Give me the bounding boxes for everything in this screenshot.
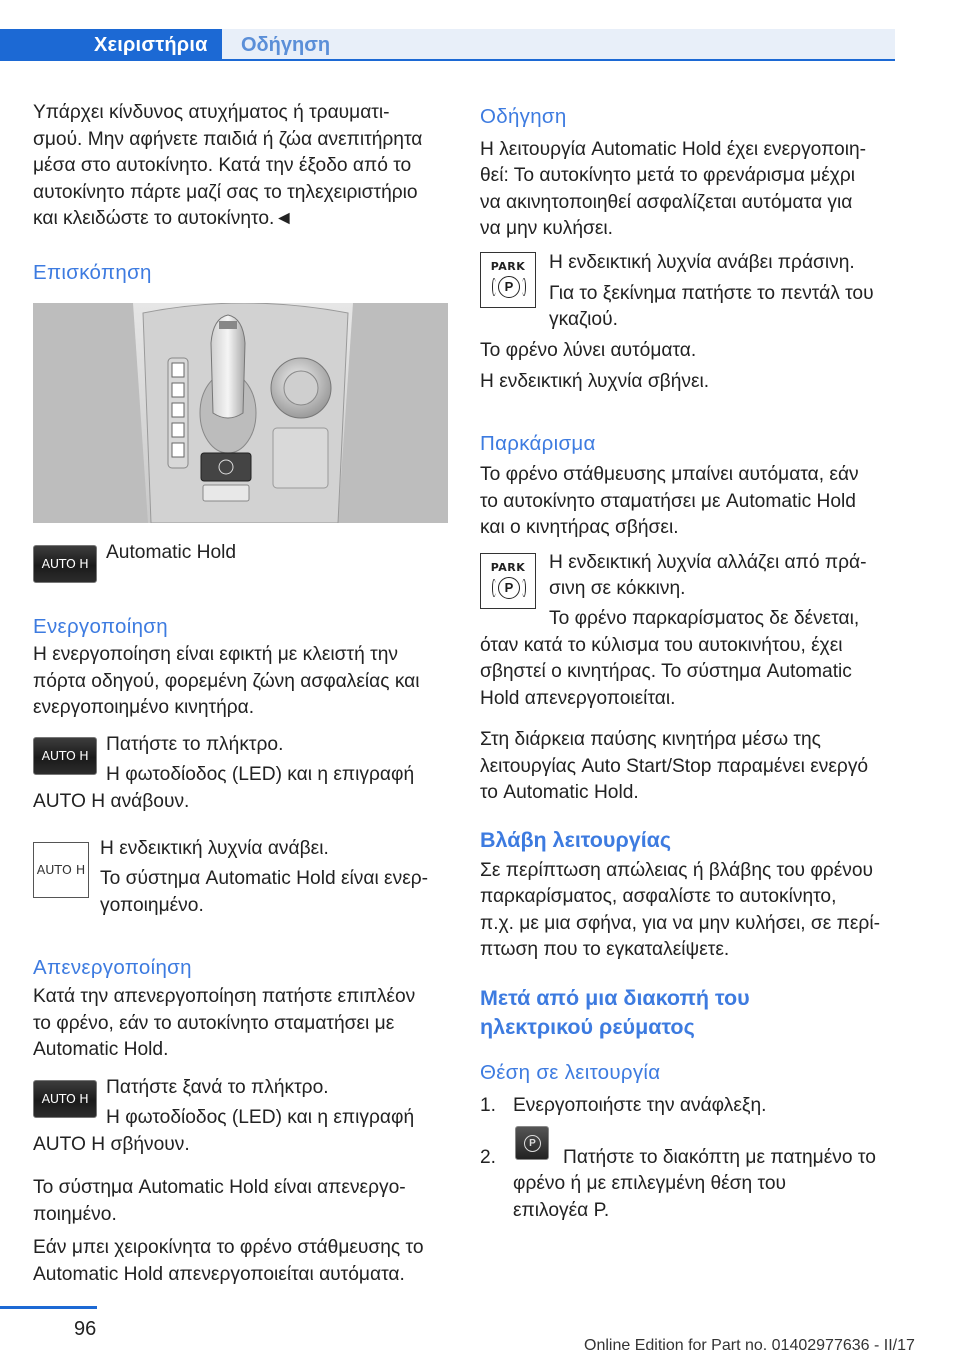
driving-line: να ακινητοποιηθεί ασφαλίζεται αυτόματα για: [480, 192, 853, 213]
activation-line: ενεργοποιημένο κινητήρα.: [33, 697, 255, 718]
malfunction-line: παρκαρίσματος, ασφαλίστε το αυτοκίνητο,: [480, 886, 837, 907]
warning-line: σμού. Μην αφήνετε παιδιά ή ζώα ανεπιτήρητα: [33, 129, 423, 150]
tab-controls[interactable]: Χειριστήρια: [0, 29, 222, 61]
activation-line: πόρτα οδηγού, φορεμένη ζώνη ασφαλείας και: [33, 671, 420, 692]
reverse-line: Εάν μπει χειροκίνητα το φρένο στάθμευσης το: [33, 1237, 424, 1258]
lamp-off-text: Η ενδεικτική λυχνία σβήνει.: [480, 371, 710, 392]
step-text: επιλογέα P.: [513, 1200, 610, 1221]
step-text: Ενεργοποιήστε την ανάφλεξη.: [513, 1095, 767, 1116]
reverse-line: Automatic Hold απενεργοποιείται αυτόματα.: [33, 1264, 405, 1285]
step-number: 2.: [480, 1147, 497, 1168]
parking-line: Το φρένο στάθμευσης μπαίνει αυτόματα, εάν: [480, 464, 859, 485]
power-interruption-heading: ηλεκτρικού ρεύματος: [480, 1015, 695, 1039]
system-active-text: γοποιημένο.: [100, 895, 204, 916]
driving-line: να μην κυλήσει.: [480, 218, 614, 239]
auto-hold-indicator-icon: AUTO H: [33, 842, 89, 898]
press-button-text: Πατήστε το πλήκτρο.: [106, 734, 284, 755]
parking-brake-switch-icon: P: [515, 1126, 549, 1160]
park-indicator-icon: PARK P: [480, 553, 536, 609]
autostop-line: Στη διάρκεια παύσης κινητήρα μέσω της: [480, 729, 821, 750]
system-active-text: Το σύστημα Automatic Hold είναι ενερ‐: [100, 868, 429, 889]
activation-line: Η ενεργοποίηση είναι εφικτή με κλειστή την: [33, 644, 398, 665]
overview-heading: Επισκόπηση: [33, 261, 152, 284]
drive-off-text: γκαζιού.: [549, 309, 618, 330]
tab-underline: [0, 59, 895, 61]
driving-heading: Οδήγηση: [480, 105, 567, 128]
warning-line: και κλειδώστε το αυτοκίνητο.◄: [33, 208, 294, 229]
autostop-line: το Automatic Hold.: [480, 782, 639, 803]
deactivation-line: Κατά την απενεργοποίηση πατήστε επιπλέον: [33, 986, 416, 1007]
parking-brake-line: Hold απενεργοποιείται.: [480, 688, 676, 709]
auto-hold-button-icon: AUTO H: [33, 1080, 97, 1118]
parking-line: το αυτοκίνητο σταματήσει με Automatic Hold: [480, 491, 856, 512]
brake-releases-text: Το φρένο λύνει αυτόματα.: [480, 340, 697, 361]
auto-hold-button-icon: AUTO H: [33, 545, 97, 583]
led-off-text: Η φωτοδίοδος (LED) και η επιγραφή: [106, 1107, 415, 1128]
page-number: 96: [74, 1318, 97, 1340]
drive-off-text: Για το ξεκίνημα πατήστε το πεντάλ του: [549, 283, 874, 304]
warning-line: αυτοκίνητο πάρτε μαζί σας το τηλεχειριστήριο: [33, 182, 418, 203]
step-number: 1.: [480, 1095, 497, 1116]
system-inactive-line: Το σύστημα Automatic Hold είναι απενεργο‐: [33, 1177, 406, 1198]
malfunction-line: π.χ. με μια σφήνα, για να μην κυλήσει, σε περί‐: [480, 913, 880, 934]
driving-line: Η λειτουργία Automatic Hold έχει ενεργοποιη‐: [480, 139, 867, 160]
lamp-changes-text: Η ενδεικτική λυχνία αλλάζει από πρά‐: [549, 552, 867, 573]
power-interruption-heading: Μετά από μια διακοπή του: [480, 986, 750, 1010]
indicator-on-text: Η ενδεικτική λυχνία ανάβει.: [100, 838, 329, 859]
park-indicator-icon: PARK P: [480, 252, 536, 308]
step-text: Πατήστε το διακόπτη με πατημένο το: [563, 1147, 876, 1168]
parking-brake-line: Το φρένο παρκαρίσματος δε δένεται,: [549, 608, 860, 629]
footer-rule: [0, 1306, 97, 1309]
ready-heading: Θέση σε λειτουργία: [480, 1061, 661, 1084]
deactivation-line: το φρένο, εάν το αυτοκίνητο σταματήσει με: [33, 1013, 395, 1034]
malfunction-heading: Βλάβη λειτουργίας: [480, 828, 672, 852]
auto-hold-button-icon: AUTO H: [33, 737, 97, 775]
led-on-text: Η φωτοδίοδος (LED) και η επιγραφή: [106, 764, 415, 785]
malfunction-line: Σε περίπτωση απώλειας ή βλάβης του φρένου: [480, 860, 874, 881]
warning-line: μέσα στο αυτοκίνητο. Κατά την έξοδο από το: [33, 155, 412, 176]
warning-line: Υπάρχει κίνδυνος ατυχήματος ή τραυματι‐: [33, 102, 390, 123]
parking-brake-line: σβηστεί ο κινητήρας. Το σύστημα Automatic: [480, 661, 852, 682]
green-lamp-text: Η ενδεικτική λυχνία ανάβει πράσινη.: [549, 252, 855, 273]
activation-heading: Ενεργοποίηση: [33, 615, 168, 638]
footer-edition: Online Edition for Part no. 01402977636 - II/17: [584, 1337, 915, 1354]
lamp-changes-text: σινη σε κόκκινη.: [549, 578, 686, 599]
deactivation-heading: Απενεργοποίηση: [33, 956, 192, 979]
parking-heading: Παρκάρισμα: [480, 432, 596, 455]
parking-brake-line: όταν κατά το κύλισμα του αυτοκινήτου, έχει: [480, 635, 843, 656]
driving-line: θεί: Το αυτοκίνητο μετά το φρενάρισμα μέχρι: [480, 165, 856, 186]
system-inactive-line: ποιημένο.: [33, 1204, 117, 1225]
led-off-text: AUTO H σβήνουν.: [33, 1134, 190, 1155]
auto-hold-caption: Automatic Hold: [106, 542, 237, 563]
malfunction-line: πτωση που το εγκαταλείψετε.: [480, 939, 730, 960]
center-console-photo: [33, 303, 448, 523]
tab-driving[interactable]: Οδήγηση: [222, 29, 895, 61]
press-again-text: Πατήστε ξανά το πλήκτρο.: [106, 1077, 329, 1098]
step-text: φρένο ή με επιλεγμένη θέση του: [513, 1173, 786, 1194]
deactivation-line: Automatic Hold.: [33, 1039, 169, 1060]
led-on-text: AUTO H ανάβουν.: [33, 791, 190, 812]
parking-line: και ο κινητήρας σβήσει.: [480, 517, 679, 538]
autostop-line: λειτουργίας Auto Start/Stop παραμένει ενεργό: [480, 756, 869, 777]
header-tabs: [0, 29, 895, 61]
